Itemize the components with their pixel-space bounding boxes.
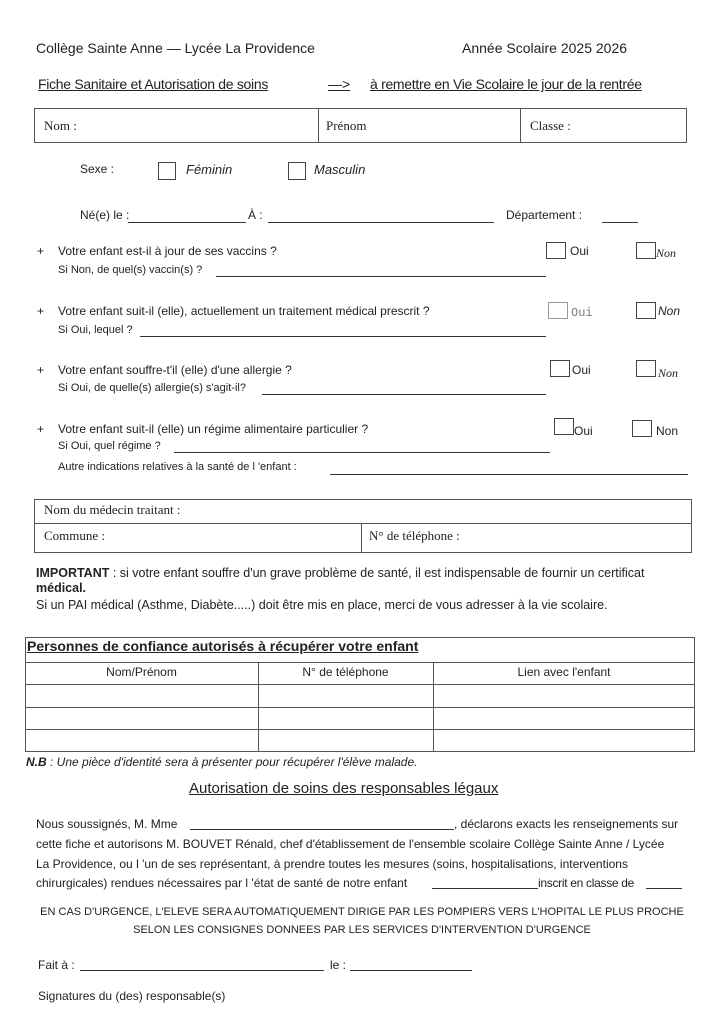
birthplace-label: À : xyxy=(248,208,263,222)
medecin-commune-field[interactable]: Commune : xyxy=(44,528,106,543)
feminin-checkbox[interactable] xyxy=(158,162,176,180)
masculin-label: Masculin xyxy=(314,162,366,177)
table-cell[interactable] xyxy=(434,708,694,729)
nb-label: N.B xyxy=(26,755,47,769)
birthplace-field[interactable] xyxy=(268,222,494,223)
departement-label: Département : xyxy=(506,208,583,222)
regime-non-label: Non xyxy=(656,424,679,438)
traitement-field[interactable] xyxy=(140,336,546,337)
nom-field[interactable]: Nom : xyxy=(44,118,77,133)
regime-field[interactable] xyxy=(174,452,550,453)
medecin-nom-field[interactable]: Nom du médecin traitant : xyxy=(44,502,181,517)
date-label: le : xyxy=(330,958,347,972)
title-instruction: à remettre en Vie Scolaire le jour de la rentrée xyxy=(370,76,642,92)
question-allergie-sub: Si Oui, de quelle(s) allergie(s) s'agit-il? xyxy=(58,382,246,394)
traitement-non-checkbox[interactable] xyxy=(636,302,656,319)
autorisation-line1-a: Nous soussignés, M. Mme xyxy=(36,817,178,831)
col-header-telephone: N° de téléphone xyxy=(302,665,389,679)
autorisation-title: Autorisation de soins des responsables légaux xyxy=(189,780,499,797)
allergie-oui-checkbox[interactable] xyxy=(550,360,570,377)
nb-text: : Une pièce d'identité sera à présenter pour récupérer l'élève malade. xyxy=(46,755,418,769)
autres-indications-field[interactable] xyxy=(330,474,688,475)
important-bold-word: médical. xyxy=(36,581,87,595)
vaccins-non-label: Non xyxy=(656,246,677,260)
regime-non-checkbox[interactable] xyxy=(632,420,652,437)
bullet: + xyxy=(37,244,45,258)
question-vaccins-sub: Si Non, de quel(s) vaccin(s) ? xyxy=(58,264,203,276)
table-cell[interactable] xyxy=(434,685,694,706)
regime-oui-checkbox[interactable] xyxy=(554,418,574,435)
autres-indications-label: Autre indications relatives à la santé de l 'enfant : xyxy=(58,461,297,473)
traitement-oui-checkbox[interactable] xyxy=(548,302,568,319)
bullet: + xyxy=(37,304,45,318)
important-label: IMPORTANT xyxy=(36,566,110,580)
medecin-telephone-field[interactable]: N° de téléphone : xyxy=(369,528,460,543)
important-text: : si votre enfant souffre d'un grave problème de santé, il est indispensable de fournir un certificat xyxy=(109,566,645,580)
question-vaccins: Votre enfant est-il à jour de ses vaccins ? xyxy=(58,244,277,258)
signatures-label: Signatures du (des) responsable(s) xyxy=(38,989,226,1003)
vaccins-field[interactable] xyxy=(216,276,546,277)
autorisation-line1-b: , déclarons exacts les renseignements sur xyxy=(454,817,679,831)
table-cell[interactable] xyxy=(26,730,257,751)
birthdate-field[interactable] xyxy=(128,222,246,223)
important-notice xyxy=(36,566,686,596)
autorisation-line2: cette fiche et autorisons M. BOUVET Rénald, chef d'établissement de l'ensemble scolaire Collège Sainte Anne / Lycée xyxy=(36,837,665,851)
identity-divider xyxy=(520,108,521,143)
fait-a-field[interactable] xyxy=(80,970,324,971)
question-regime-sub: Si Oui, quel régime ? xyxy=(58,440,161,452)
departement-field[interactable] xyxy=(602,222,638,223)
vaccins-oui-checkbox[interactable] xyxy=(546,242,566,259)
table-cell[interactable] xyxy=(26,708,257,729)
col-header-nom: Nom/Prénom xyxy=(106,665,177,679)
classe-field[interactable]: Classe : xyxy=(530,118,571,133)
feminin-label: Féminin xyxy=(186,162,233,177)
medecin-divider xyxy=(361,523,362,553)
question-regime: Votre enfant suit-il (elle) un régime alimentaire particulier ? xyxy=(58,422,369,436)
question-allergie: Votre enfant souffre-t'il (elle) d'une allergie ? xyxy=(58,363,292,377)
confiance-title: Personnes de confiance autorisés à récupérer votre enfant xyxy=(27,638,419,654)
identity-divider xyxy=(318,108,319,143)
question-traitement: Votre enfant suit-il (elle), actuellement un traitement médical prescrit ? xyxy=(58,304,430,318)
autorisation-line4-b: inscrit en classe de xyxy=(538,876,635,890)
vaccins-non-checkbox[interactable] xyxy=(636,242,656,259)
table-cell[interactable] xyxy=(259,708,432,729)
date-field[interactable] xyxy=(350,970,472,971)
table-cell[interactable] xyxy=(26,685,257,706)
school-name: Collège Sainte Anne — Lycée La Providence xyxy=(36,40,315,56)
table-cell[interactable] xyxy=(259,685,432,706)
form-title: Fiche Sanitaire et Autorisation de soins xyxy=(38,76,269,92)
autorisation-line4-a: chirurgicales) rendues nécessaires par l 'état de santé de notre enfant xyxy=(36,876,408,890)
col-header-lien: Lien avec l'enfant xyxy=(517,665,611,679)
birthdate-label: Né(e) le : xyxy=(80,208,130,222)
allergie-non-checkbox[interactable] xyxy=(636,360,656,377)
fait-a-label: Fait à : xyxy=(38,958,75,972)
title-arrow: —> xyxy=(328,76,351,92)
masculin-checkbox[interactable] xyxy=(288,162,306,180)
sexe-label: Sexe : xyxy=(80,162,115,176)
pai-notice: Si un PAI médical (Asthme, Diabète.....) doit être mis en place, merci de vous adresser à la vie scolaire. xyxy=(36,598,608,612)
medecin-divider xyxy=(34,523,692,524)
allergie-oui-label: Oui xyxy=(572,363,591,377)
parent-name-field[interactable] xyxy=(190,829,454,830)
table-cell[interactable] xyxy=(259,730,432,751)
regime-oui-label: Oui xyxy=(574,424,593,438)
allergie-field[interactable] xyxy=(262,394,546,395)
question-traitement-sub: Si Oui, lequel ? xyxy=(58,324,133,336)
confiance-row-divider xyxy=(25,662,695,663)
urgence-line2: SELON LES CONSIGNES DONNEES PAR LES SERVICES D'INTERVENTION D'URGENCE xyxy=(133,924,591,936)
traitement-oui-label: Oui xyxy=(571,306,593,320)
prenom-field[interactable]: Prénom xyxy=(326,118,367,133)
bullet: + xyxy=(37,422,45,436)
nb-note xyxy=(26,755,417,769)
bullet: + xyxy=(37,363,45,377)
table-cell[interactable] xyxy=(434,730,694,751)
child-name-field[interactable] xyxy=(432,888,538,889)
school-year: Année Scolaire 2025 2026 xyxy=(462,40,628,56)
autorisation-line3: La Providence, ou l 'un de ses représentant, à prendre toutes les mesures (soins, hospitalisations, interventions xyxy=(36,857,628,871)
vaccins-oui-label: Oui xyxy=(570,244,589,258)
urgence-line1: EN CAS D'URGENCE, L'ELEVE SERA AUTOMATIQUEMENT DIRIGE PAR LES POMPIERS VERS L'HOPITAL LE PLUS PROCHE xyxy=(40,906,684,918)
allergie-non-label: Non xyxy=(658,366,679,380)
classe-inscription-field[interactable] xyxy=(646,888,682,889)
traitement-non-label: Non xyxy=(658,304,681,318)
